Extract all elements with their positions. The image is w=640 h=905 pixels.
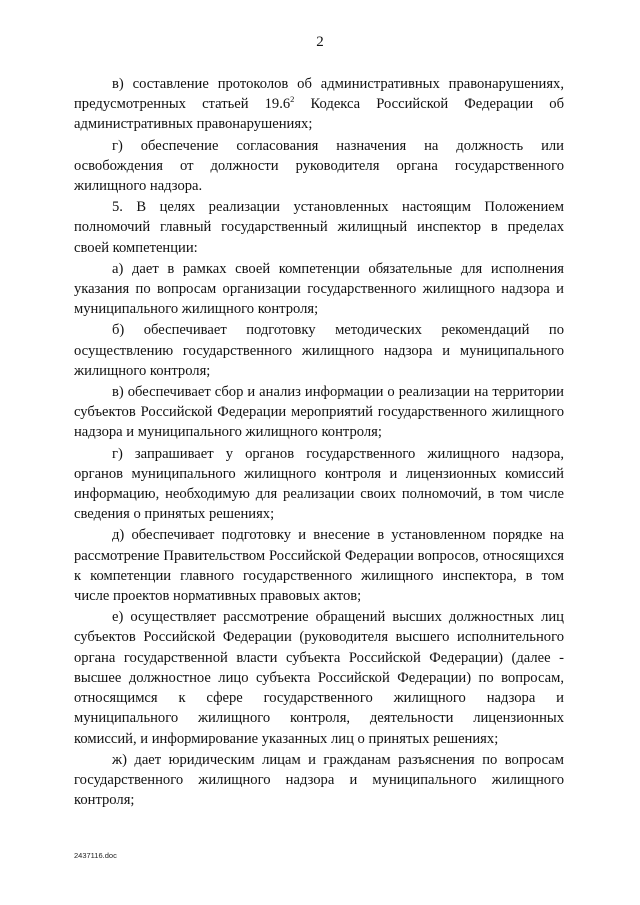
paragraph-g-approval: г) обеспечение согласования назначения на должность или освобождения от должности руководителя органа государственного жилищного надзора.	[74, 137, 564, 195]
paragraph-v-protocols: в) составление протоколов об административных правонарушениях, предусмотренных статьей 19.6$^2$ Кодекса Российской Федерации об административных правонарушениях;	[74, 76, 564, 133]
paragraph-zh-explanations: ж) дает юридическим лицам и гражданам разъяснения по вопросам государственного жилищного надзора и муниципального жилищного контроля;	[74, 751, 564, 809]
paragraph-d-submission: д) обеспечивает подготовку и внесение в установленном порядке на рассмотрение Правительством Российской Федерации вопросов, относящихся к компетенции главного государственного жилищного инспектора, в том числе проектов нормативных правовых актов;	[74, 527, 564, 605]
paragraph-e-appeals: е) осуществляет рассмотрение обращений высших должностных лиц субъектов Российской Федерации (руководителя высшего исполнительного органа государственной власти субъекта Российской Федерации) (далее - высшее должностное лицо субъекта Российской Федерации) по вопросам, относящимся к сфере государственного жилищного надзора и муниципального жилищного контроля, деятельности лицензионных комиссий, и информирование указанных лиц о принятых решениях;	[74, 609, 564, 747]
page-number: 2	[316, 34, 324, 50]
paragraph-a-instructions: а) дает в рамках своей компетенции обязательные для исполнения указания по вопросам организации государственного жилищного надзора и муниципального жилищного контроля;	[74, 260, 564, 318]
paragraph-5-intro: 5. В целях реализации установленных настоящим Положением полномочий главный государственный жилищный инспектор в пределах своей компетенции:	[74, 199, 564, 256]
document-body	[74, 74, 564, 810]
paragraph-g-requests: г) запрашивает у органов государственного жилищного надзора, органов муниципального жилищного контроля и лицензионных комиссий информацию, необходимую для реализации своих полномочий, в том числе сведения о принятых решениях;	[74, 445, 564, 523]
footer-document-code: 2437116.doc	[74, 851, 117, 860]
paragraph-b-methodology: б) обеспечивает подготовку методических рекомендаций по осуществлению государственного жилищного надзора и муниципального жилищного контроля;	[74, 322, 564, 379]
paragraph-v-collection: в) обеспечивает сбор и анализ информации о реализации на территории субъектов Российской Федерации мероприятий государственного жилищного надзора и муниципального жилищного контроля;	[74, 384, 564, 441]
